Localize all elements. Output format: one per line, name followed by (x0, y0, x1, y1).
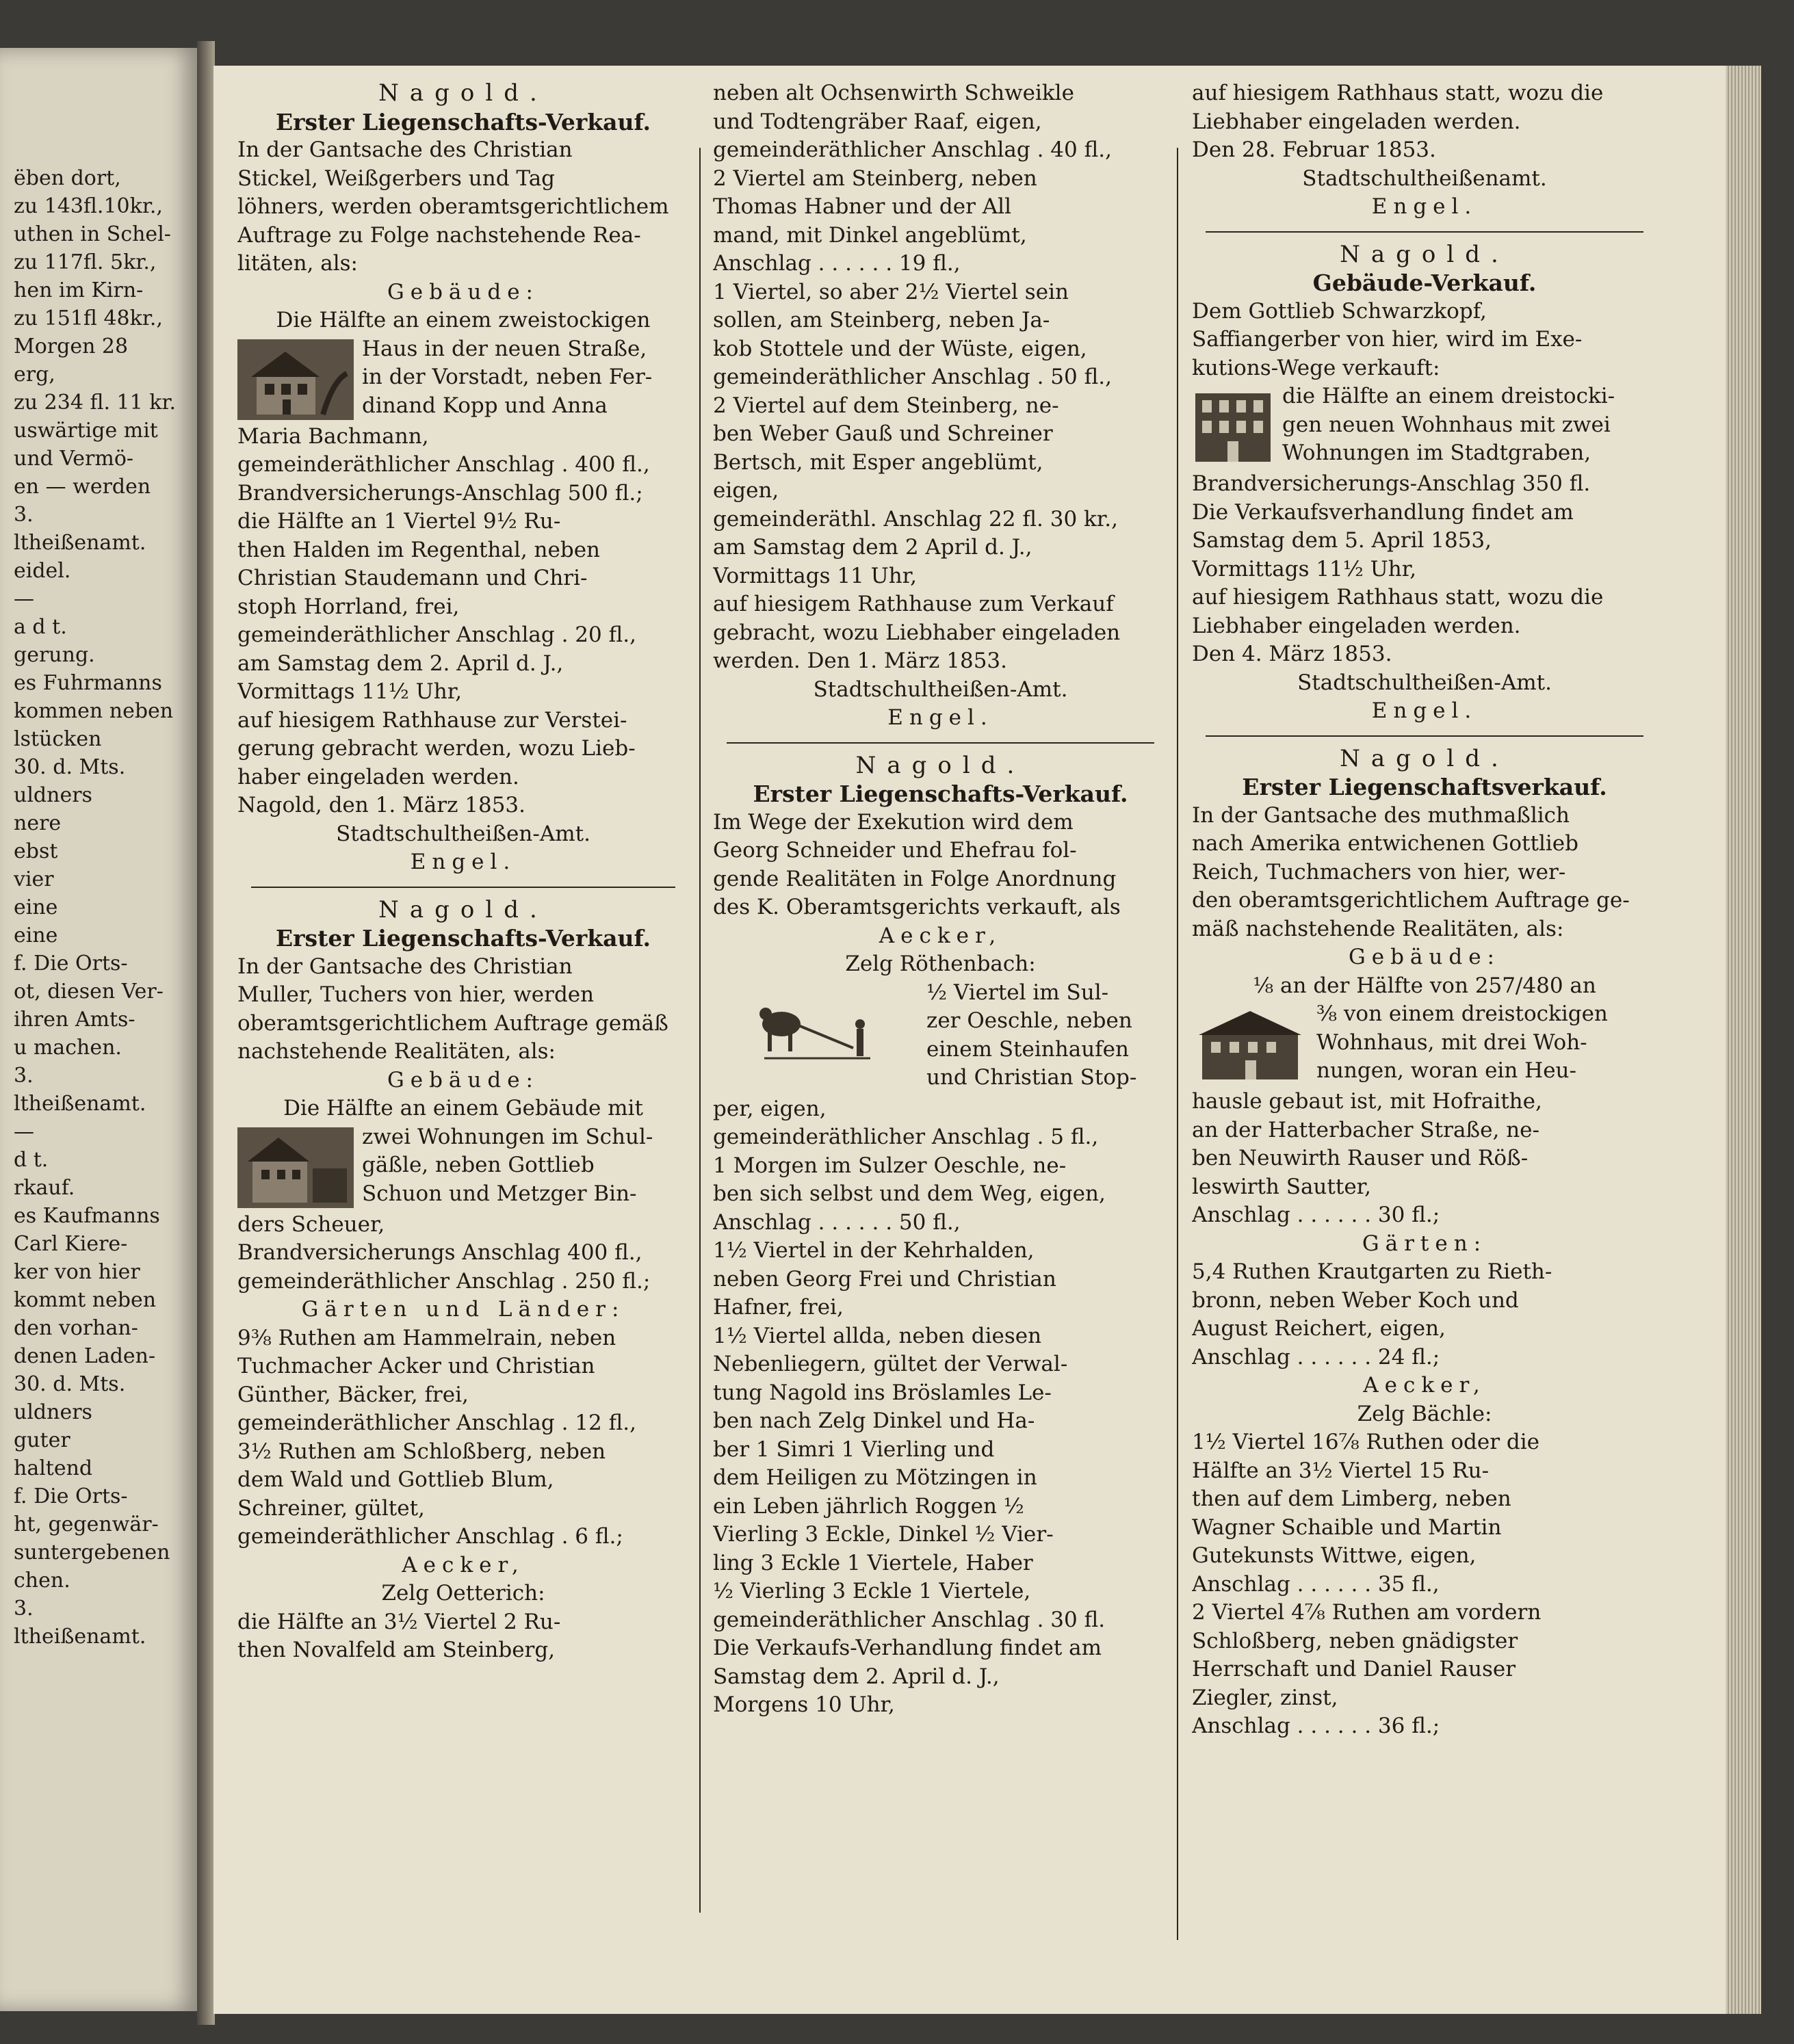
text-line: Muller, Tuchers von hier, werden (237, 982, 595, 1007)
item-with-woodcut (237, 335, 689, 423)
house-woodcut-icon (237, 339, 354, 420)
continued-text (1192, 79, 1657, 165)
zelg-heading: Zelg Bächle: (1357, 1401, 1492, 1426)
text-line: nachstehende Realitäten, als: (237, 1039, 556, 1064)
text-line: ben nach Zelg Dinkel und Ha- (713, 1408, 1035, 1433)
text-line: Stickel, Weißgerbers und Tag (237, 166, 556, 191)
text-line: Anschlag . . . . . . 50 fl., (713, 1209, 961, 1235)
text-line: es Kaufmanns (14, 1204, 160, 1228)
text-line: Dem Gottlieb Schwarzkopf, (1192, 298, 1487, 324)
text-line: und Vermö- (14, 447, 134, 471)
text-line: Vormittags 11 Uhr, (713, 563, 917, 588)
text-line: kommen neben (14, 699, 174, 723)
text-line: Wohnungen im Stadtgraben, (1282, 441, 1591, 465)
ad-title: Erster Liegenschafts-Verkauf. (275, 108, 651, 135)
ad-intro (237, 953, 689, 1066)
column-3 (1192, 79, 1657, 1741)
text-line: Nebenliegern, gültet der Verwal- (713, 1352, 1068, 1376)
text-line: uldners (14, 1400, 92, 1424)
text-line: und Todtengräber Raaf, eigen, (713, 109, 1042, 134)
section-heading: Gebäude: (1348, 945, 1501, 969)
text-line: den vorhan- (14, 1316, 138, 1340)
text-line: nungen, woran ein Heu- (1316, 1058, 1576, 1083)
text-line: Tuchmacher Acker und Christian (237, 1354, 595, 1378)
text-line: rkauf. (14, 1176, 75, 1200)
ad-intro (1192, 802, 1657, 944)
text-line: Saffiangerber von hier, wird im Exe- (1192, 327, 1583, 352)
text-line: gemeinderäthlicher Anschlag . 50 fl., (713, 365, 1112, 389)
text-line: Anschlag . . . . . . 35 fl., (1192, 1571, 1440, 1597)
separator-rule (251, 887, 675, 888)
text-line: litäten, als: (237, 251, 358, 276)
text-line: ⅛ an der Hälfte von 257/480 an (1253, 973, 1596, 998)
text-line: August Reichert, eigen, (1192, 1316, 1446, 1341)
text-line: Haus in der neuen Straße, (362, 336, 647, 361)
text-line: kommt neben (14, 1288, 157, 1312)
text-line: ht, gegenwär- (14, 1512, 159, 1536)
text-line: mäß nachstehende Realitäten, als: (1192, 916, 1564, 941)
text-line: suntergebenen (14, 1541, 170, 1564)
newspaper-page (213, 66, 1726, 2014)
text-line: In der Gantsache des Christian (237, 137, 573, 162)
text-line: Den 4. März 1853. (1192, 642, 1392, 666)
ad-reich (1192, 745, 1657, 1741)
text-line: es Fuhrmanns (14, 671, 162, 695)
text-line: eine (14, 895, 58, 919)
text-line: die Hälfte an 3½ Viertel 2 Ru- (237, 1609, 561, 1634)
ad-place: Nagold. (378, 895, 548, 923)
section-heading: Gärten: (1362, 1231, 1487, 1256)
text-line: 1½ Viertel in der Kehrhalden, (713, 1238, 1035, 1263)
text-line: Vierling 3 Eckle, Dinkel ½ Vier- (713, 1522, 1054, 1547)
text-line: und Christian Stop- (926, 1065, 1137, 1090)
ad-stickel (237, 79, 689, 877)
text-line: Anschlag . . . . . . 30 fl.; (1192, 1203, 1440, 1227)
signature: Engel. (887, 705, 993, 730)
office-line: Stadtschultheißenamt. (1302, 166, 1547, 191)
ad-title: Erster Liegenschaftsverkauf. (1242, 774, 1607, 800)
ad-title: Erster Liegenschafts-Verkauf. (275, 925, 651, 952)
text-line: ben Weber Gauß und Schreiner (713, 421, 1053, 446)
text-line: u machen. (14, 1036, 122, 1060)
text-line: ltheißenamt. (14, 531, 146, 555)
text-line: Morgens 10 Uhr, (713, 1692, 895, 1717)
text-line: eidel. (14, 559, 71, 583)
signature: Engel. (1371, 698, 1478, 723)
text-line: dinand Kopp und Anna (362, 393, 608, 418)
text-line: zwei Wohnungen im Schul- (362, 1124, 653, 1149)
text-line: In der Gantsache des muthmaßlich (1192, 802, 1570, 828)
text-line: zer Oeschle, neben (926, 1008, 1132, 1033)
text-line: chen. (14, 1569, 70, 1593)
text-line: den oberamtsgerichtlichem Auftrage ge- (1192, 888, 1630, 913)
text-line: gerung. (14, 643, 95, 667)
text-line: Wohnhaus, mit drei Woh- (1316, 1030, 1587, 1055)
text-line: f. Die Orts- (14, 952, 128, 975)
text-line: nere (14, 811, 62, 835)
text-line: löhners, werden oberamtsgerichtlichem (237, 194, 669, 219)
text-line: ltheißenamt. (14, 1625, 146, 1649)
text-line: lstücken (14, 727, 102, 751)
ad-muller (237, 896, 689, 1665)
text-line: 3. (14, 1064, 34, 1088)
column-1 (237, 79, 689, 1665)
text-line: then Halden im Regenthal, neben (237, 537, 601, 562)
ad-title: Gebäude-Verkauf. (1312, 270, 1537, 296)
ad-body (1192, 1428, 1657, 1741)
text-line: erg, (14, 363, 55, 386)
text-line: en — werden (14, 475, 151, 499)
ad-body (1192, 470, 1657, 669)
text-line: die Hälfte an 1 Viertel 9½ Ru- (237, 509, 561, 534)
text-line: 1½ Viertel 16⅞ Ruthen oder die (1192, 1430, 1539, 1454)
text-line: ber 1 Simri 1 Vierling und (713, 1437, 995, 1462)
text-line: oberamtsgerichtlichem Auftrage gemäß (237, 1010, 668, 1036)
text-line: 1 Viertel, so aber 2½ Viertel sein (713, 279, 1069, 304)
left-facing-page (0, 48, 198, 2011)
text-line: gäßle, neben Gottlieb (362, 1153, 595, 1177)
text-line: zu 234 fl. 11 kr. (14, 391, 177, 415)
text-line: gemeinderäthl. Anschlag 22 fl. 30 kr., (713, 506, 1118, 532)
ad-title: Erster Liegenschafts-Verkauf. (753, 781, 1128, 807)
text-line: in der Vorstadt, neben Fer- (362, 365, 653, 389)
text-line: eine (14, 923, 58, 947)
text-line: gemeinderäthlicher Anschlag . 250 fl.; (237, 1268, 651, 1294)
book-gutter (197, 41, 215, 2025)
text-line: zu 117fl. 5kr., (14, 250, 157, 274)
text-line: hausle gebaut ist, mit Hofraithe, (1192, 1089, 1542, 1114)
text-line: Samstag dem 2. April d. J., (713, 1664, 1000, 1689)
office-line: Stadtschultheißen-Amt. (336, 821, 590, 846)
text-line: gemeinderäthlicher Anschlag . 6 fl.; (237, 1524, 623, 1549)
text-line: neben Georg Frei und Christian (713, 1266, 1056, 1292)
plough-woodcut-icon (713, 983, 918, 1092)
text-line: 3. (14, 503, 34, 527)
text-line: am Samstag dem 2. April d. J., (237, 651, 564, 676)
text-line: ½ Vierling 3 Eckle 1 Viertele, (713, 1579, 1031, 1603)
text-line: Wagner Schaible und Martin (1192, 1515, 1502, 1540)
zelg-heading: Zelg Röthenbach: (845, 952, 1036, 976)
text-line: dem Wald und Gottlieb Blum, (237, 1467, 554, 1492)
text-line: Bertsch, mit Esper angeblümt, (713, 449, 1043, 475)
text-line: nach Amerika entwichenen Gottlieb (1192, 831, 1578, 856)
text-line: hen im Kirn- (14, 278, 144, 302)
text-line: ben Neuwirth Rauser und Röß- (1192, 1146, 1529, 1170)
column-divider-2 (1177, 148, 1178, 1940)
text-line: — (14, 1120, 34, 1144)
ad-schwarzkopf (1192, 241, 1657, 726)
text-line: dem Heiligen zu Mötzingen in (713, 1465, 1037, 1490)
section-heading: Aecker, (1363, 1373, 1486, 1398)
separator-rule (727, 742, 1154, 744)
text-line: Schuon und Metzger Bin- (362, 1181, 637, 1206)
text-line: Anschlag . . . . . . 19 fl., (713, 251, 961, 276)
text-line: Liebhaber eingeladen werden. (1192, 109, 1521, 134)
text-line: Die Hälfte an einem Gebäude mit (283, 1096, 643, 1121)
ad-place: Nagold. (1340, 240, 1509, 268)
text-line: Reich, Tuchmachers von hier, wer- (1192, 859, 1566, 885)
ad-schneider (713, 752, 1168, 1720)
text-line: kutions-Wege verkauft: (1192, 355, 1440, 380)
text-line: Hälfte an 3½ Viertel 15 Ru- (1192, 1458, 1490, 1483)
text-line: per, eigen, (713, 1096, 827, 1121)
text-line: Schloßberg, neben gnädigster (1192, 1628, 1518, 1653)
text-line: 5,4 Ruthen Krautgarten zu Rieth- (1192, 1259, 1552, 1284)
separator-rule (1206, 231, 1643, 233)
text-line: auf hiesigem Rathhause zur Verstei- (237, 707, 627, 733)
item-with-woodcut (713, 979, 1168, 1095)
ad-intro (237, 136, 689, 278)
page-edges (1726, 66, 1761, 2014)
text-line: an der Hatterbacher Straße, ne- (1192, 1117, 1539, 1142)
text-line: gende Realitäten in Folge Anordnung (713, 866, 1117, 891)
text-line: gemeinderäthlicher Anschlag . 20 fl., (237, 623, 636, 647)
text-line: sollen, am Steinberg, neben Ja- (713, 308, 1050, 332)
text-line: f. Die Orts- (14, 1484, 128, 1508)
text-line: 1½ Viertel allda, neben diesen (713, 1323, 1042, 1348)
text-line: tung Nagold ins Bröslamles Le- (713, 1380, 1052, 1405)
text-line: Hafner, frei, (713, 1295, 844, 1320)
text-line: Ziegler, zinst, (1192, 1685, 1338, 1710)
text-line: Anschlag . . . . . . 24 fl.; (1192, 1344, 1440, 1370)
ad-body (1192, 1088, 1657, 1230)
text-line: uthen in Schel- (14, 222, 171, 246)
text-line: bronn, neben Weber Koch und (1192, 1287, 1519, 1313)
house-woodcut-icon (237, 1127, 354, 1208)
text-line: gemeinderäthlicher Anschlag . 12 fl., (237, 1411, 636, 1435)
continued-text (713, 79, 1168, 676)
text-line: then auf dem Limberg, neben (1192, 1486, 1511, 1511)
text-line: 9⅜ Ruthen am Hammelrain, neben (237, 1325, 616, 1350)
text-line: gemeinderäthlicher Anschlag . 400 fl., (237, 452, 650, 477)
text-line: Thomas Habner und der All (713, 194, 1011, 219)
text-line: werden. Den 1. März 1853. (713, 648, 1007, 673)
separator-rule (1206, 735, 1643, 737)
column-divider-1 (699, 148, 701, 1913)
text-line: ⅜ von einem dreistockigen (1316, 1001, 1608, 1026)
section-heading: Gärten und Länder: (301, 1297, 625, 1322)
item-with-woodcut (1192, 382, 1657, 470)
text-line: Im Wege der Exekution wird dem (713, 809, 1074, 835)
text-line: denen Laden- (14, 1344, 156, 1368)
signature: Engel. (410, 850, 517, 874)
office-line: Stadtschultheißen-Amt. (813, 677, 1068, 702)
text-line: neben alt Ochsenwirth Schweikle (713, 81, 1074, 105)
text-line: Die Verkaufsverhandlung findet am (1192, 499, 1574, 525)
ad-place: Nagold. (855, 751, 1026, 779)
text-line: mand, mit Dinkel angeblümt, (713, 222, 1027, 248)
text-line: leswirth Sautter, (1192, 1174, 1371, 1199)
text-line: Gutekunsts Wittwe, eigen, (1192, 1543, 1477, 1568)
signature: Engel. (1371, 194, 1478, 219)
text-line: d t. (14, 1148, 49, 1172)
text-line: 2 Viertel auf dem Steinberg, ne- (713, 393, 1059, 418)
text-line: Den 28. Februar 1853. (1192, 137, 1436, 162)
text-line: gemeinderäthlicher Anschlag . 5 fl., (713, 1125, 1099, 1149)
text-line: Herrschaft und Daniel Rauser (1192, 1657, 1516, 1681)
text-line: 2 Viertel 4⅞ Ruthen am vordern (1192, 1600, 1542, 1625)
text-line: Die Hälfte an einem zweistockigen (276, 308, 651, 332)
text-line: Die Verkaufs-Verhandlung findet am (713, 1636, 1102, 1660)
text-line: einem Steinhaufen (926, 1036, 1129, 1062)
text-line: Vormittags 11½ Uhr, (1192, 556, 1417, 581)
item-with-woodcut (237, 1123, 689, 1211)
text-line: guter (14, 1428, 70, 1452)
text-line: Carl Kiere- (14, 1232, 128, 1256)
ad-body (1192, 1258, 1657, 1372)
ad-intro (713, 809, 1168, 922)
text-line: des K. Oberamtsgerichts verkauft, als (713, 895, 1121, 919)
text-line: auf hiesigem Rathhaus statt, wozu die (1192, 585, 1604, 610)
text-line: Morgen 28 (14, 335, 129, 358)
text-line: ëben dort, (14, 166, 121, 190)
zelg-heading: Zelg Oetterich: (381, 1581, 545, 1606)
text-line: Georg Schneider und Ehefrau fol- (713, 838, 1077, 863)
text-line: Anschlag . . . . . . 36 fl.; (1192, 1714, 1440, 1738)
text-line: ker von hier (14, 1260, 140, 1284)
text-line: uswärtige mit (14, 419, 158, 443)
section-heading: Gebäude: (387, 1067, 540, 1092)
ad-body (713, 1095, 1168, 1720)
text-line: auf hiesigem Rathhause zum Verkauf (713, 592, 1114, 616)
section-heading: Gebäude: (387, 279, 540, 304)
ad-place: Nagold. (378, 79, 548, 107)
text-line: In der Gantsache des Christian (237, 954, 573, 979)
left-page-text-fragments (14, 164, 198, 1651)
text-line: — (14, 587, 34, 611)
section-heading: Aecker, (402, 1552, 525, 1577)
ad-body (237, 1211, 689, 1296)
text-line: gerung gebracht werden, wozu Lieb- (237, 736, 636, 761)
text-line: a d t. (14, 615, 67, 639)
text-line: eigen, (713, 478, 779, 503)
ad-body (237, 1324, 689, 1551)
text-line: Schreiner, gültet, (237, 1495, 425, 1521)
text-line: zu 151fl 48kr., (14, 306, 163, 330)
text-line: vier (14, 867, 54, 891)
text-line: Brandversicherungs-Anschlag 500 fl.; (237, 480, 643, 506)
text-line: ebst (14, 839, 58, 863)
text-line: ltheißenamt. (14, 1092, 146, 1116)
text-line: Günther, Bäcker, frei, (237, 1382, 469, 1407)
text-line: kob Stottele und der Wüste, eigen, (713, 336, 1087, 361)
ad-intro (1192, 298, 1657, 383)
text-line: Nagold, den 1. März 1853. (237, 793, 525, 817)
text-line: am Samstag dem 2 April d. J., (713, 535, 1032, 560)
text-line: ben sich selbst und dem Weg, eigen, (713, 1181, 1106, 1206)
text-line: 3. (14, 1597, 34, 1621)
text-line: 3½ Ruthen am Schloßberg, neben (237, 1439, 606, 1464)
item-with-woodcut (1192, 1000, 1657, 1088)
text-line: zu 143fl.10kr., (14, 194, 163, 218)
text-line: gemeinderäthlicher Anschlag . 40 fl., (713, 137, 1112, 162)
text-line: Auftrage zu Folge nachstehende Rea- (237, 222, 641, 248)
text-line: 1 Morgen im Sulzer Oeschle, ne- (713, 1153, 1067, 1178)
text-line: gen neuen Wohnhaus mit zwei (1282, 412, 1611, 437)
text-line: Maria Bachmann, (237, 423, 429, 449)
text-line: 30. d. Mts. (14, 755, 126, 779)
text-line: Christian Staudemann und Chri- (237, 566, 588, 590)
text-line: stoph Horrland, frei, (237, 594, 460, 619)
text-line: Vormittags 11½ Uhr, (237, 679, 463, 704)
house-woodcut-icon (1192, 1004, 1308, 1085)
text-line: haber eingeladen werden. (237, 764, 519, 789)
column-2 (713, 79, 1168, 1720)
text-line: ½ Viertel im Sul- (926, 980, 1109, 1005)
text-line: gebracht, wozu Liebhaber eingeladen (713, 620, 1121, 645)
text-line: 30. d. Mts. (14, 1372, 126, 1396)
office-line: Stadtschultheißen-Amt. (1297, 670, 1552, 695)
text-line: Brandversicherungs Anschlag 400 fl., (237, 1240, 642, 1265)
ad-body (237, 1608, 689, 1665)
text-line: ders Scheuer, (237, 1211, 385, 1237)
text-line: auf hiesigem Rathhaus statt, wozu die (1192, 81, 1604, 105)
text-line: Brandversicherungs-Anschlag 350 fl. (1192, 471, 1591, 496)
text-line: haltend (14, 1456, 93, 1480)
section-heading: Aecker, (879, 923, 1002, 948)
ad-body (237, 423, 689, 820)
text-line: ling 3 Eckle 1 Viertele, Haber (713, 1550, 1033, 1575)
text-line: Samstag dem 5. April 1853, (1192, 528, 1492, 553)
text-line: 2 Viertel am Steinberg, neben (713, 166, 1037, 191)
text-line: die Hälfte an einem dreistocki- (1282, 384, 1615, 408)
text-line: ot, diesen Ver- (14, 980, 164, 1004)
text-line: ein Leben jährlich Roggen ½ (713, 1493, 1024, 1519)
text-line: gemeinderäthlicher Anschlag . 30 fl. (713, 1607, 1106, 1632)
text-line: then Novalfeld am Steinberg, (237, 1638, 556, 1662)
house-woodcut-icon (1192, 386, 1274, 467)
text-line: ihren Amts- (14, 1008, 135, 1032)
ad-place: Nagold. (1340, 744, 1509, 772)
text-line: Liebhaber eingeladen werden. (1192, 613, 1521, 638)
text-line: uldners (14, 783, 92, 807)
